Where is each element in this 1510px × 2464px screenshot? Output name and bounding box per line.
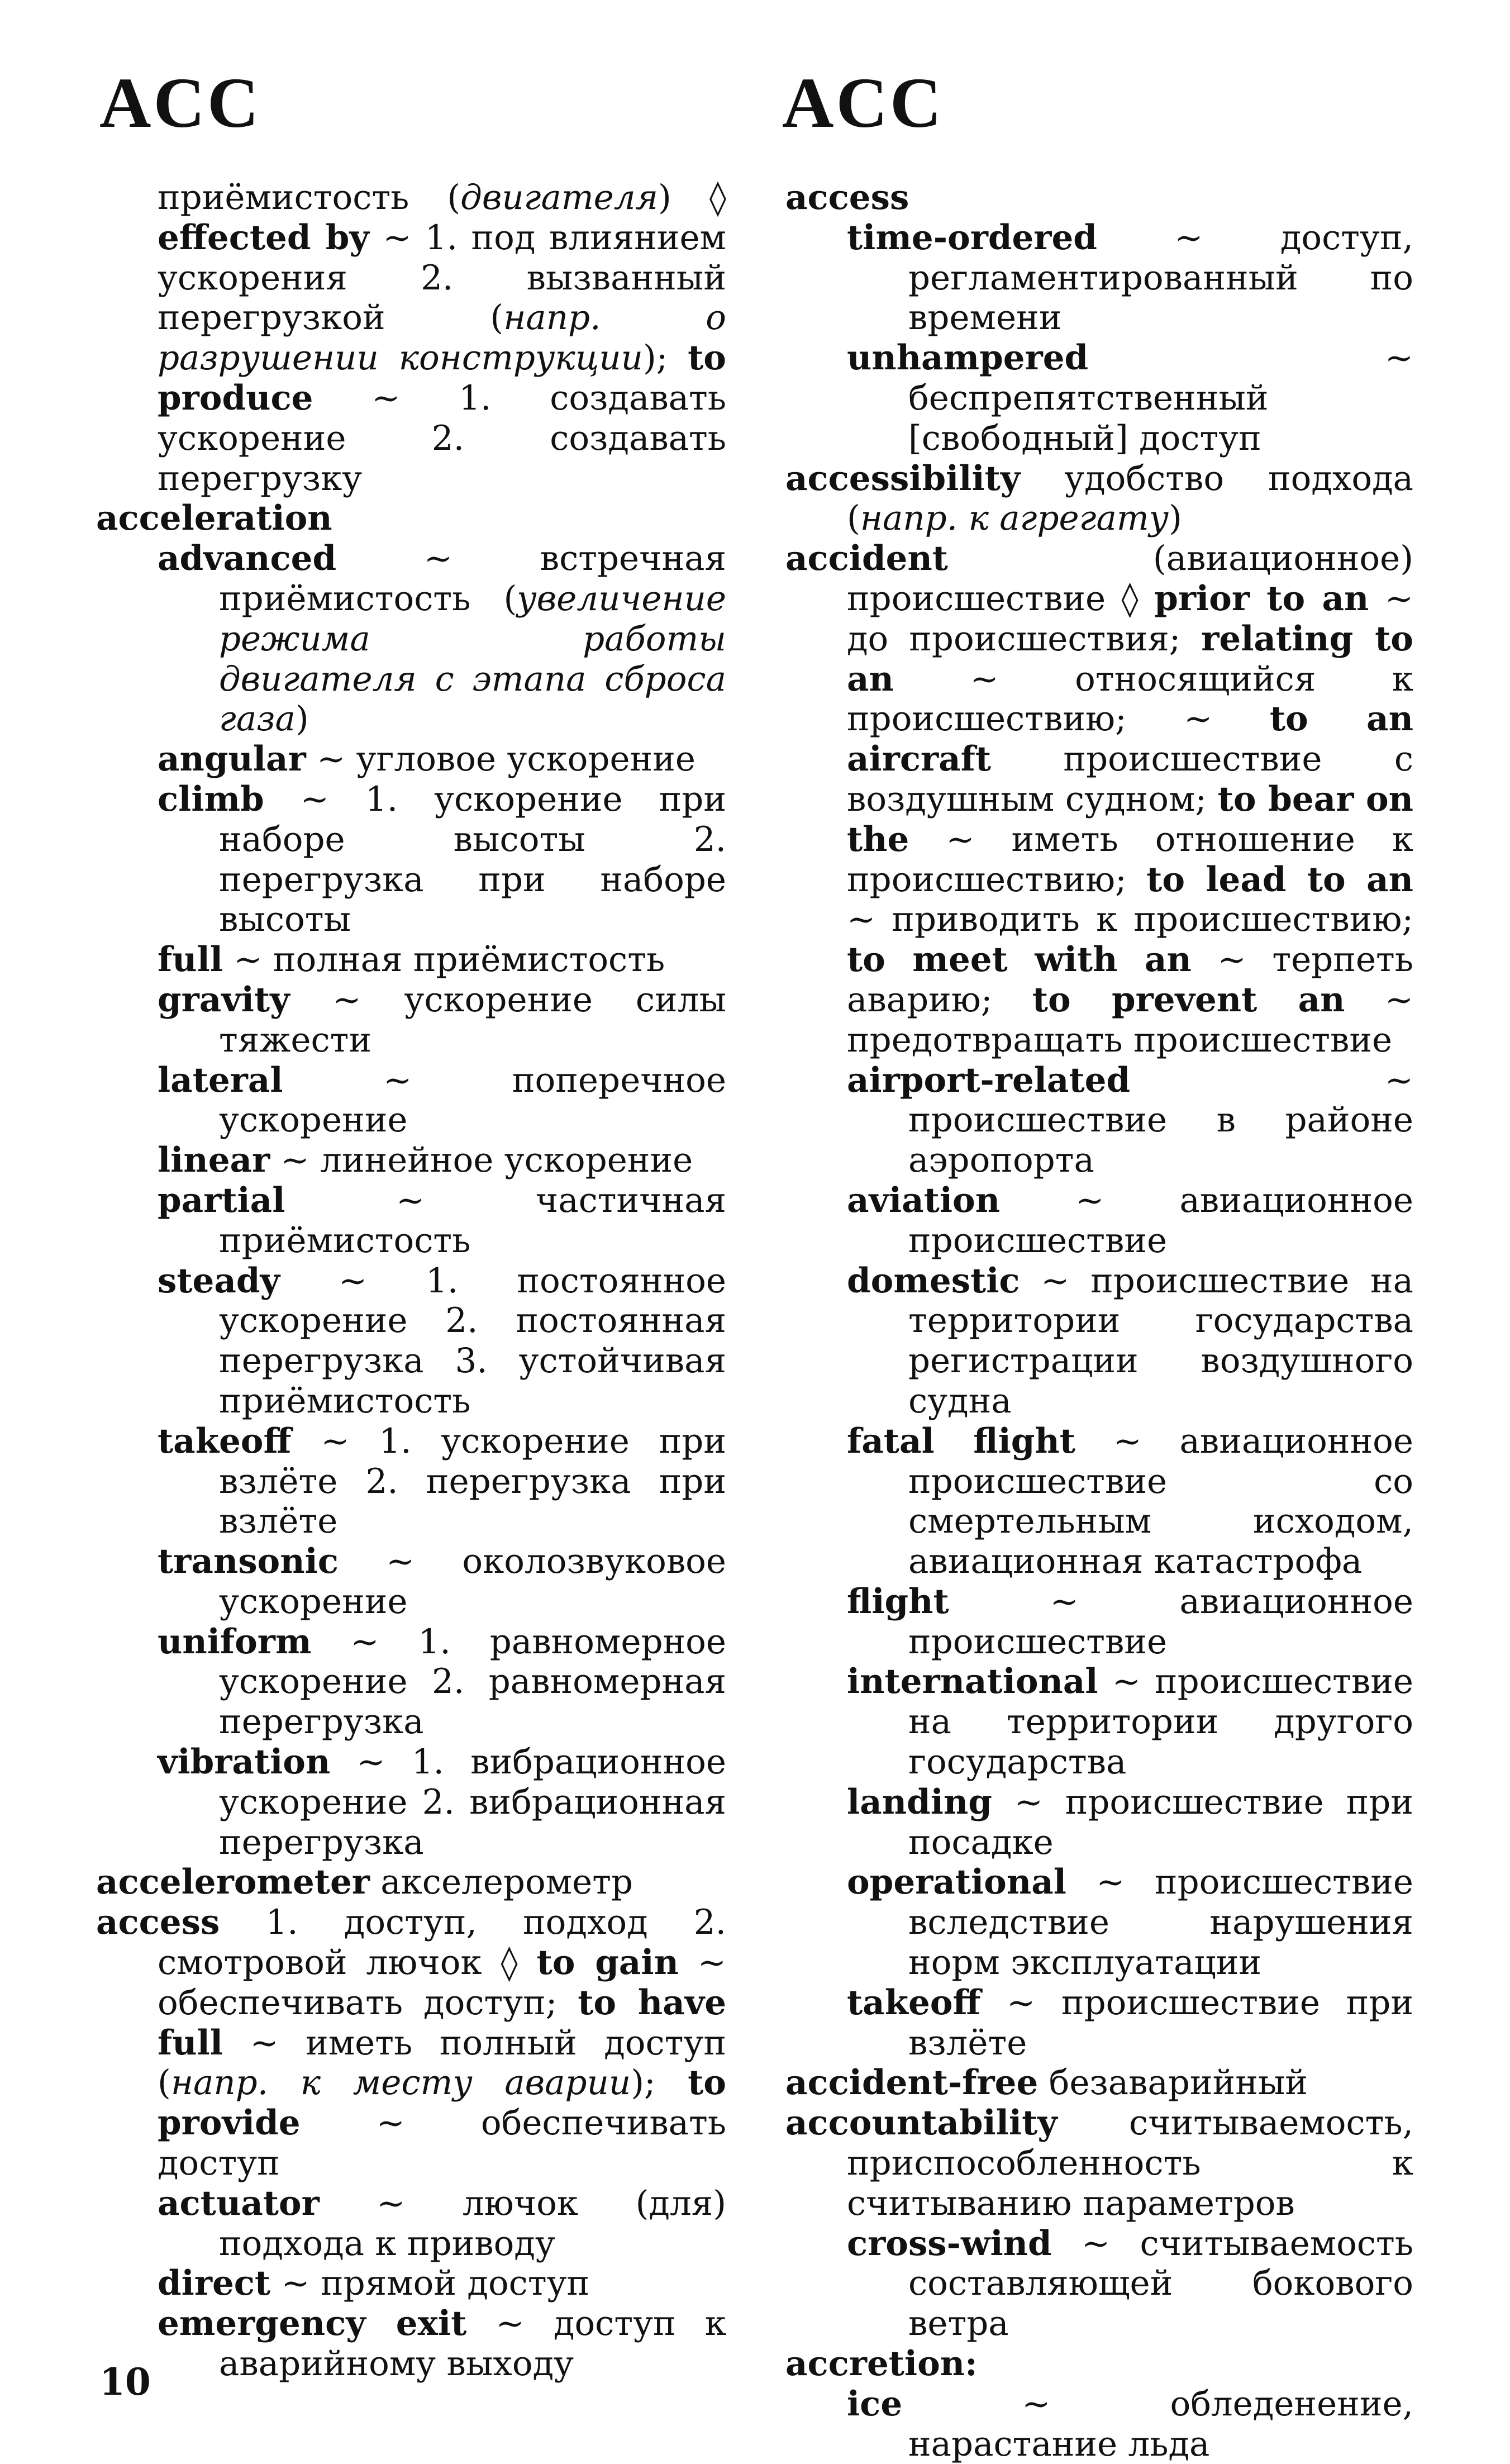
translation-text: удобство подхода ( xyxy=(847,458,1413,539)
gloss-note: напр. к месту аварии xyxy=(170,2063,631,2103)
headword: cross-wind xyxy=(847,2223,1052,2263)
translation-text: ~ считываемость составляющей бокового ветра xyxy=(908,2223,1413,2344)
headword: gravity xyxy=(158,979,290,1020)
translation-text: ~ обеспечивать доступ xyxy=(158,2103,726,2184)
headword: angular xyxy=(158,739,306,779)
running-head-left: ACC xyxy=(99,63,261,142)
sub-entry xyxy=(158,2184,726,2264)
headword: flight xyxy=(847,1581,949,1621)
sub-entry xyxy=(847,218,1413,338)
sub-entry xyxy=(847,2224,1413,2344)
right-column xyxy=(785,178,1413,2464)
sub-entry xyxy=(158,1261,726,1421)
translation-text: ~ обеспечивать доступ; xyxy=(158,1943,726,2023)
headword: actuator xyxy=(158,2183,320,2223)
headword: full xyxy=(158,940,223,980)
headword: acceleration xyxy=(96,498,332,539)
headword: to gain xyxy=(536,1943,679,1983)
gloss-note: двигателя xyxy=(460,178,658,217)
translation-text: ~ лючок (для) подхода к приводу xyxy=(219,2183,726,2263)
headword: steady xyxy=(158,1260,280,1301)
translation-text: ~ беспрепятственный [свободный] доступ xyxy=(908,338,1413,458)
sub-entry xyxy=(847,1862,1413,1982)
sub-entry xyxy=(158,1542,726,1622)
headword: to bear on the xyxy=(847,779,1413,859)
translation-text: ~ 1. создавать ускорение 2. создавать перегрузку xyxy=(158,378,726,498)
dictionary-entry xyxy=(785,2103,1413,2223)
dictionary-entry xyxy=(785,459,1413,539)
translation-text: ~ приводить к происшествию; xyxy=(847,900,1413,940)
sub-entry xyxy=(158,1181,726,1261)
translation-text: ~ 1. под влиянием ускорения 2. вызванный перегрузкой ( xyxy=(158,217,727,338)
headword: operational xyxy=(847,1862,1066,1902)
headword: partial xyxy=(158,1180,285,1220)
translation-text: ) ◊ xyxy=(658,178,726,217)
translation-text: ~ относящийся к происшествию; ~ xyxy=(847,659,1413,739)
headword: ice xyxy=(847,2384,903,2424)
sub-entry xyxy=(158,1421,726,1542)
translation-text: ~ доступ, регламентированный по времени xyxy=(908,217,1413,338)
headword: advanced xyxy=(158,539,337,579)
sub-entry xyxy=(847,1782,1413,1863)
headword: emergency exit xyxy=(158,2304,467,2344)
translation-text: безаварийный xyxy=(1038,2063,1308,2103)
dictionary-entry xyxy=(785,2063,1413,2103)
dictionary-entry xyxy=(96,1862,726,1902)
sub-entry xyxy=(847,1181,1413,1261)
dictionary-entry xyxy=(785,539,1413,1060)
translation-text: ~ 1. вибрационное ускорение 2. вибрационная перегрузка xyxy=(219,1742,726,1862)
sub-entry xyxy=(158,739,726,779)
translation-text: приёмистость ( xyxy=(158,178,461,217)
sub-entry xyxy=(158,2263,726,2304)
headword: fatal flight xyxy=(847,1421,1075,1461)
sub-entry xyxy=(158,1060,726,1141)
headword: to lead to an xyxy=(1146,859,1413,900)
headword: international xyxy=(847,1662,1098,1702)
translation-text: ~ авиационное происшествие xyxy=(908,1581,1413,1662)
headword: effected by xyxy=(158,217,369,258)
translation-text: ~ происшествие при взлёте xyxy=(908,1982,1413,2063)
translation-text: ~ 1. равномерное ускорение 2. равномерная перегрузка xyxy=(219,1621,726,1742)
headword: access xyxy=(785,178,909,217)
sub-entry xyxy=(158,539,726,739)
translation-text: ~ частичная приёмистость xyxy=(219,1180,726,1260)
sub-entry xyxy=(158,1622,726,1742)
entry-continuation xyxy=(96,178,726,498)
headword: time-ordered xyxy=(847,217,1097,258)
headword: climb xyxy=(158,779,264,819)
translation-text: ~ происшествие на территории другого государства xyxy=(908,1662,1413,1782)
translation-text: ~ ускорение силы тяжести xyxy=(219,979,726,1060)
headword: to have full xyxy=(158,1982,727,2063)
translation-text: акселерометр xyxy=(369,1862,633,1902)
headword: accessibility xyxy=(785,458,1021,498)
headword: to provide xyxy=(158,2063,726,2143)
dictionary-entry xyxy=(96,1902,726,2184)
headword: lateral xyxy=(158,1060,283,1100)
headword: transonic xyxy=(158,1542,339,1582)
translation-text: ~ до происшествия; xyxy=(847,578,1413,659)
translation-text: ~ поперечное ускорение xyxy=(219,1060,726,1140)
sub-entry xyxy=(847,2384,1413,2464)
translation-text: ); xyxy=(631,2063,688,2103)
gloss-note: увеличение режима работы двигателя с этапа сброса газа xyxy=(219,578,726,739)
sub-entry xyxy=(847,1983,1413,2063)
translation-text: ~ 1. ускорение при взлёте 2. перегрузка при взлёте xyxy=(219,1421,726,1542)
translation-text: ) xyxy=(295,699,309,739)
gloss-note: напр. о разрушении конструкции xyxy=(158,298,726,378)
headword: direct xyxy=(158,2263,271,2304)
sub-entry xyxy=(158,980,726,1060)
headword: vibration xyxy=(158,1742,331,1782)
translation-text: ~ околозвуковое ускорение xyxy=(219,1542,726,1621)
headword: relating to an xyxy=(847,619,1413,699)
translation-text: ); xyxy=(642,338,688,378)
translation-text: ~ предотвращать происшествие xyxy=(847,979,1413,1060)
gloss-note: напр. к агрегату xyxy=(860,498,1169,539)
sub-entry xyxy=(158,1140,726,1181)
headword: to meet with an xyxy=(847,940,1192,980)
headword: aviation xyxy=(847,1180,1001,1220)
headword: linear xyxy=(158,1140,270,1181)
translation-text: ~ происшествие вследствие нарушения норм эксплуатации xyxy=(908,1862,1413,1983)
headword: access xyxy=(96,1902,220,1943)
translation-text: ~ происшествие при посадке xyxy=(908,1782,1413,1862)
headword: accountability xyxy=(785,2103,1058,2143)
translation-text: происшествие с воздушным судном; xyxy=(847,739,1413,819)
translation-text: ~ 1. постоянное ускорение 2. постоянная перегрузка 3. устойчивая приёмистость xyxy=(219,1260,726,1421)
headword: accretion: xyxy=(785,2344,978,2384)
sub-entry xyxy=(847,1261,1413,1421)
sub-entry xyxy=(158,2304,726,2384)
translation-text: ~ авиационное происшествие xyxy=(908,1180,1413,1260)
translation-text: ) xyxy=(1169,498,1182,539)
headword: prior to an xyxy=(1154,578,1369,619)
sub-entry xyxy=(847,1060,1413,1181)
headword: accelerometer xyxy=(96,1862,370,1902)
sub-entry xyxy=(847,1662,1413,1782)
translation-text: ~ встречная приёмистость ( xyxy=(219,539,726,619)
translation-text: ~ происшествие в районе аэропорта xyxy=(908,1060,1413,1181)
translation-text: ~ линейное ускорение xyxy=(270,1140,693,1181)
translation-text: ~ доступ к аварийному выходу xyxy=(219,2304,726,2384)
translation-text: ~ обледенение, нарастание льда xyxy=(902,2384,1413,2464)
translation-text: ~ происшествие на территории государства регистрации воздушного судна xyxy=(908,1260,1413,1421)
translation-text: ~ 1. ускорение при наборе высоты 2. перегрузка при наборе высоты xyxy=(219,779,726,940)
translation-text: ~ прямой доступ xyxy=(270,2263,590,2304)
dictionary-entry xyxy=(785,178,1413,218)
sub-entry xyxy=(158,779,726,940)
headword: takeoff xyxy=(847,1982,981,2023)
translation-text: считываемость, приспособленность к считыванию параметров xyxy=(847,2103,1413,2223)
sub-entry xyxy=(847,1582,1413,1662)
dictionary-entry xyxy=(785,2344,1413,2384)
translation-text: ~ авиационное происшествие со смертельным исходом, авиационная катастрофа xyxy=(908,1421,1413,1582)
headword: to produce xyxy=(158,338,726,418)
sub-entry xyxy=(847,1421,1413,1582)
translation-text: ~ терпеть аварию; xyxy=(847,940,1413,1020)
sub-entry xyxy=(158,1742,726,1862)
translation-text: (авиационное) происшествие ◊ xyxy=(847,539,1413,619)
headword: takeoff xyxy=(158,1421,292,1461)
headword: accident-free xyxy=(785,2063,1039,2103)
sub-entry xyxy=(847,338,1413,458)
page-number: 10 xyxy=(99,2360,151,2404)
headword: airport-related xyxy=(847,1060,1131,1100)
headword: uniform xyxy=(158,1621,312,1662)
headword: to an aircraft xyxy=(847,699,1413,779)
left-column xyxy=(96,178,726,2384)
headword: domestic xyxy=(847,1260,1020,1301)
headword: accident xyxy=(785,539,948,579)
translation-text: ~ иметь полный доступ ( xyxy=(158,2023,726,2103)
translation-text: ~ полная приёмистость xyxy=(222,940,665,980)
translation-text: ~ угловое ускорение xyxy=(306,739,696,779)
running-head-right: ACC xyxy=(782,63,944,142)
headword: unhampered xyxy=(847,338,1089,378)
sub-entry xyxy=(158,940,726,980)
headword: to prevent an xyxy=(1032,979,1345,1020)
headword: landing xyxy=(847,1782,992,1822)
translation-text: 1. доступ, подход 2. смотровой лючок ◊ xyxy=(158,1902,726,1983)
dictionary-entry xyxy=(96,498,726,539)
translation-text: ~ иметь отношение к происшествию; xyxy=(847,819,1413,900)
